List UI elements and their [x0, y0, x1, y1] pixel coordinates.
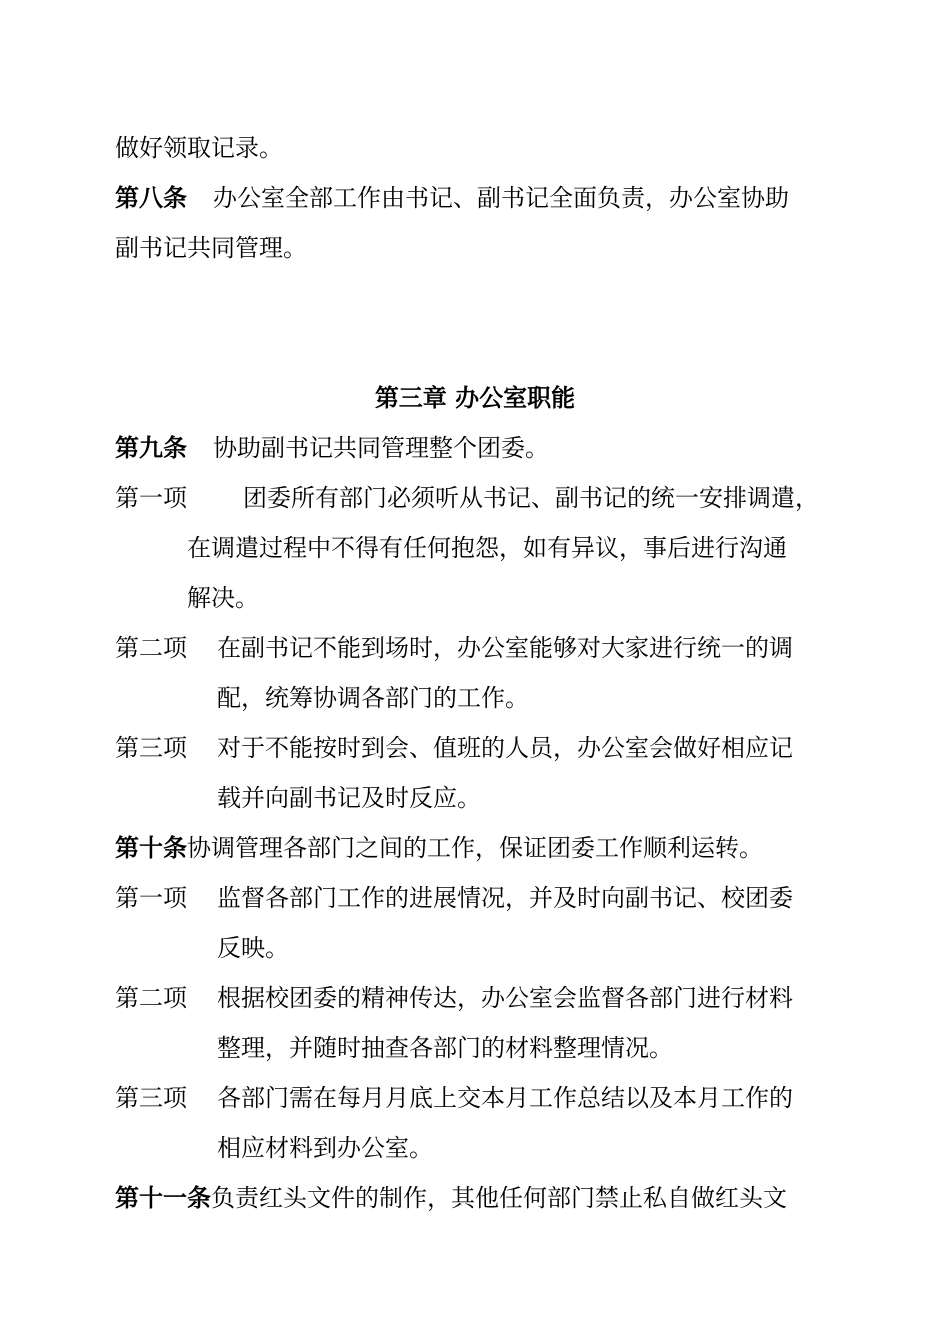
article-label: 第九条	[115, 434, 187, 462]
text: 做好领取记录。	[115, 134, 283, 162]
item-label: 第二项	[115, 984, 187, 1012]
paragraph-line	[115, 131, 283, 165]
item-text: 根据校团委的精神传达，办公室会监督各部门进行材料	[217, 984, 793, 1012]
item-line	[217, 1131, 433, 1165]
item-label: 第一项	[115, 484, 187, 512]
item-label: 第一项	[115, 884, 187, 912]
item-line	[115, 731, 793, 765]
item-text: 解决。	[187, 584, 259, 612]
article-10	[115, 831, 763, 865]
article-text: 协调管理各部门之间的工作，保证团委工作顺利运转。	[187, 834, 763, 862]
item-line	[115, 981, 793, 1015]
item-text: 反映。	[217, 934, 289, 962]
text: 副书记共同管理。	[115, 234, 307, 262]
item-line	[115, 881, 793, 915]
item-text: 对于不能按时到会、值班的人员，办公室会做好相应记	[217, 734, 793, 762]
article-text: 负责红头文件的制作，其他任何部门禁止私自做红头文	[211, 1184, 787, 1212]
item-line	[187, 531, 787, 565]
item-label: 第三项	[115, 734, 187, 762]
article-11	[115, 1181, 787, 1215]
article-label: 第十条	[115, 834, 187, 862]
item-line	[115, 1081, 793, 1115]
item-text: 整理，并随时抽查各部门的材料整理情况。	[217, 1034, 673, 1062]
item-line	[187, 581, 259, 615]
item-text: 配，统筹协调各部门的工作。	[217, 684, 529, 712]
article-text: 协助副书记共同管理整个团委。	[213, 434, 549, 462]
item-text: 各部门需在每月月底上交本月工作总结以及本月工作的	[217, 1084, 793, 1112]
article-label: 第八条	[115, 184, 187, 212]
item-text: 监督各部门工作的进展情况，并及时向副书记、校团委	[217, 884, 793, 912]
item-label: 第三项	[115, 1084, 187, 1112]
item-text: 相应材料到办公室。	[217, 1134, 433, 1162]
chapter-title: 第三章 办公室职能	[374, 384, 576, 412]
item-line	[217, 781, 481, 815]
paragraph-line	[115, 231, 307, 265]
item-text: 在副书记不能到场时，办公室能够对大家进行统一的调	[217, 634, 793, 662]
item-text: 载并向副书记及时反应。	[217, 784, 481, 812]
item-label: 第二项	[115, 634, 187, 662]
item-line	[217, 681, 529, 715]
item-line	[115, 481, 819, 515]
item-line	[217, 1031, 673, 1065]
item-line	[115, 631, 793, 665]
article-9	[115, 431, 549, 465]
item-text: 团委所有部门必须听从书记、副书记的统一安排调遣，	[243, 484, 819, 512]
article-8	[115, 181, 789, 215]
article-text: 办公室全部工作由书记、副书记全面负责，办公室协助	[213, 184, 789, 212]
item-text: 在调遣过程中不得有任何抱怨，如有异议，事后进行沟通	[187, 534, 787, 562]
item-line	[217, 931, 289, 965]
article-label: 第十一条	[115, 1184, 211, 1212]
